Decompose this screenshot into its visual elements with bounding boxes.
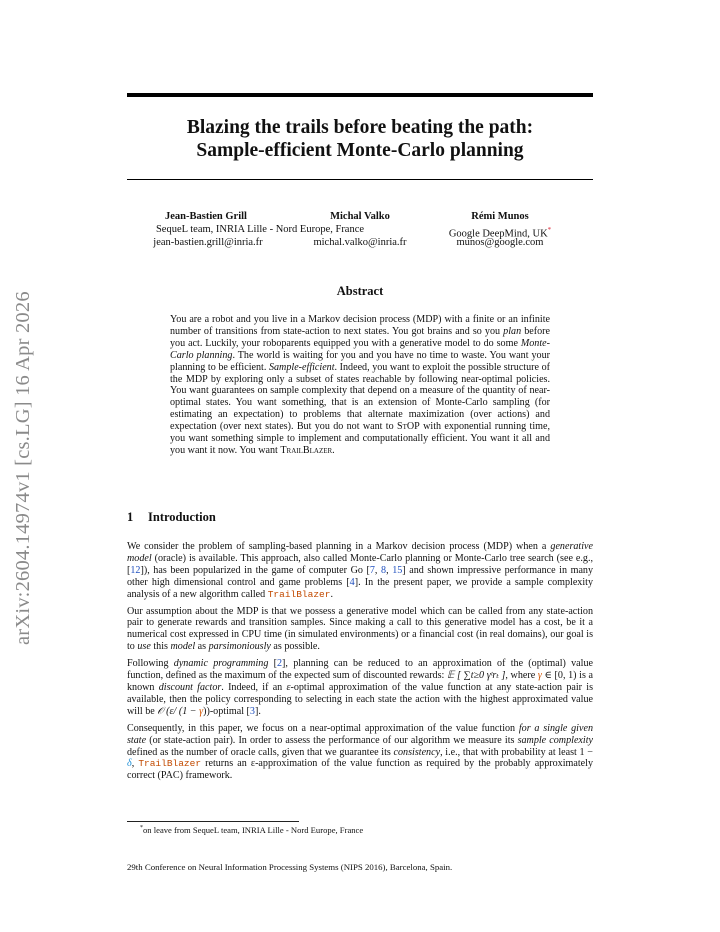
title-line-1: Blazing the trails before beating the path: xyxy=(186,117,534,138)
trailblazer-code-name: TrailBlazer xyxy=(267,588,331,600)
venue-line: 29th Conference on Neural Information Processing Systems (NIPS 2016), Barcelona, Spain. xyxy=(127,862,453,872)
author-3-footnote-marker: * xyxy=(547,226,552,234)
intro-paragraph-4: Consequently, in this paper, we focus on a near-optimal approximation of the value function for a single given state (or state-action pair). In order to assess the performance of our algorithm we measure its sample complexity defined as the number of oracle calls, given that we guarantee its consistency, i.e., that with probability at least 1 − δ, TrailBlazer returns an ε-approximation of the value function as required by the probably approximately correct (PAC) framework. xyxy=(127,722,594,782)
citation-link[interactable]: 2 xyxy=(277,658,283,670)
author-1 xyxy=(136,211,276,224)
citation-link[interactable]: 3 xyxy=(249,705,255,717)
citation-link[interactable]: 7 xyxy=(369,564,375,576)
citation-link[interactable]: 12 xyxy=(130,564,141,576)
citation-link[interactable]: 8 xyxy=(381,564,387,576)
paper-title xyxy=(127,116,593,162)
author-3 xyxy=(425,211,575,224)
trailblazer-code-name: TrailBlazer xyxy=(138,758,202,770)
footnote-rule xyxy=(127,821,299,822)
author-3-email: munos@google.com xyxy=(456,237,544,248)
delta-symbol: δ xyxy=(127,758,132,770)
gamma-symbol: γ xyxy=(537,670,542,682)
author-3-affiliation: Google DeepMind, UK* xyxy=(448,226,552,240)
abstract-heading: Abstract xyxy=(336,284,384,298)
gamma-symbol: γ xyxy=(199,705,204,717)
abstract-body: You are a robot and you live in a Markov decision process (MDP) with a finite or an infinite number of transitions from state-action to next states. You got brains and so you plan before you act. Luckily, your roboparents equipped you with a generative model to do some Monte-Carlo planning. The world is waiting for you and you have no time to waste. You want your planning to be efficient. Sample-efficient. Indeed, you want to exploit the possible structure of the MDP by exploring only a subset of states reachable by following near-optimal policies. You want guarantees on sample complexity that depend on a measure of the quantity of near-optimal states. You want something, that is an extension of Monte-Carlo sampling (for estimating an expectation) to problems that alternate maximization (over actions) and expectation (over next states). But you do not want to StOP with exponential running time, you want something simple to implement and computationally efficient. You want it all and you want it now. You want TrailBlazer. xyxy=(170,314,550,456)
trailblazer-name: TrailBlazer xyxy=(280,444,333,456)
title-bottom-rule xyxy=(127,179,593,180)
intro-paragraph-3: Following dynamic programming [2], planning can be reduced to an approximation of the (optimal) value function, defined as the maximum of the expected sum of discounted rewards: 𝔼 [ ∑t≥0 γᵗrₜ ], where γ ∈ [0, 1) is a known discount factor. Indeed, if an ε-optimal approximation of the value function at any state-action pair is available, then the policy corresponding to selecting in each state the action with the highest approximated value will be 𝒪 (ε/ (1 − γ))-optimal [3]. xyxy=(127,658,594,717)
intro-paragraph-2: Our assumption about the MDP is that we possess a generative model which can be called from any state-action pair to generate rewards and transition samples. Since making a call to this generative model has a cost, be it a numerical cost expressed in CPU time (in simulated environments) or a financial cost (in real domains), our goal is to use this model as parsimoniously as possible. xyxy=(127,605,593,653)
author-2-name: Michal Valko xyxy=(330,211,390,222)
stop-algorithm-name: StOP xyxy=(396,421,420,433)
citation-link[interactable]: 15 xyxy=(392,564,403,576)
footnote: *on leave from SequeL team, INRIA Lille - Nord Europe, France xyxy=(140,825,364,835)
author-2-email: michal.valko@inria.fr xyxy=(313,237,407,248)
expectation-formula: 𝔼 [ ∑t≥0 γᵗrₜ ] xyxy=(446,670,506,682)
introduction-body xyxy=(127,541,593,787)
author-1-name: Jean-Bastien Grill xyxy=(165,211,247,222)
author-3-name: Rémi Munos xyxy=(471,211,529,222)
author-2 xyxy=(285,211,435,224)
arxiv-identifier: arXiv:2604.14974v1 [cs.LG] 16 Apr 2026 xyxy=(12,291,34,645)
intro-paragraph-1: We consider the problem of sampling-based planning in a Markov decision process (MDP) when a generative model (oracle) is available. This approach, also called Monte-Carlo planning or Monte-Carlo tree search (see e.g., [12]), has been popularized in the game of computer Go [7, 8, 15] and shown impressive performance in many other high dimensional control and game problems [4]. In the present paper, we provide a sample complexity analysis of a new algorithm called TrailBlazer. xyxy=(127,541,594,600)
citation-link[interactable]: 4 xyxy=(349,576,355,588)
title-line-2: Sample-efficient Monte-Carlo planning xyxy=(196,140,524,161)
section-heading-introduction: 1 Introduction xyxy=(127,510,216,524)
title-top-rule xyxy=(127,93,593,97)
author-1-affiliation: SequeL team, INRIA Lille - Nord Europe, France xyxy=(155,224,365,235)
author-1-email: jean-bastien.grill@inria.fr xyxy=(153,237,263,248)
